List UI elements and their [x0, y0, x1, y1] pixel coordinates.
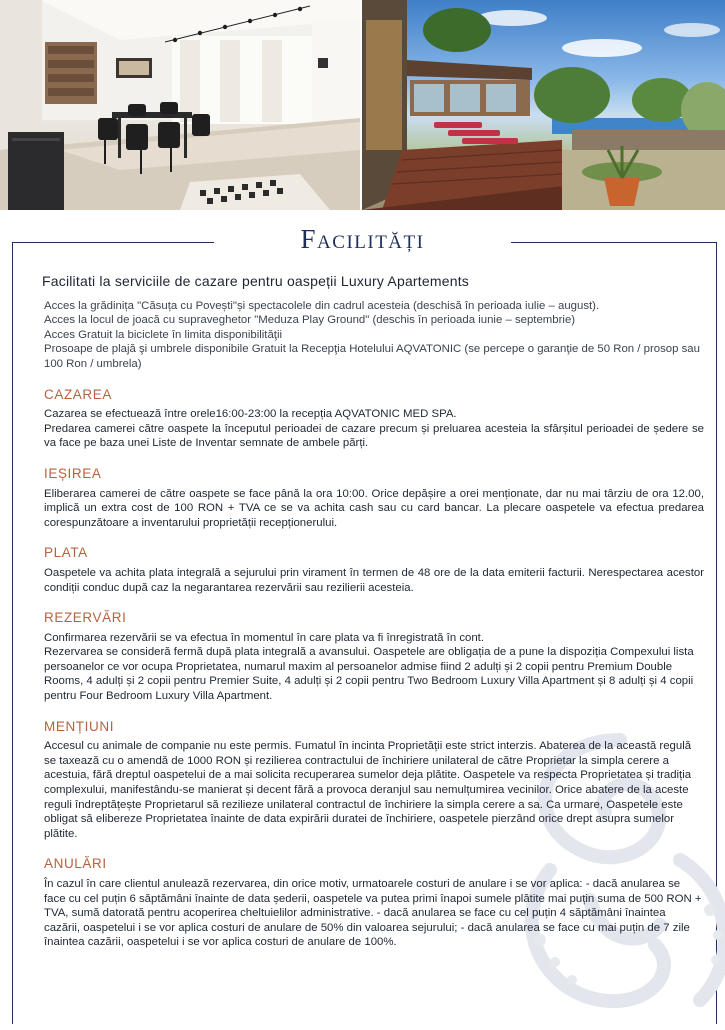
section-title-mentiuni: MENȚIUNI — [44, 718, 115, 734]
terrace-photo — [362, 0, 725, 210]
section-rezervari — [44, 611, 704, 704]
section-text-cazarea: Cazarea se efectuează între orele16:00-23:00 la recepția AQVATONIC MED SPA. Predarea camerei către oaspete la începutul perioadei de cazare precum și preluarea acesteia la sfârșitul perioadei de ședere se va face pe baza unei Liste de Inventar semnate de ambele părți. — [44, 408, 704, 450]
section-plata — [44, 546, 704, 595]
section-title-rezervari: REZERVĂRI — [44, 610, 127, 626]
section-text-mentiuni: Accesul cu animale de companie nu este permis. Fumatul în incinta Proprietății este strict interzis. Abaterea de la această regulă se taxează cu o amendă de 1000 RON și rezilierea contractului de închiriere unilateral de către Proprietar la simpla cerere a acestuia, fără dreptul oaspetelui de a mai solicita recuperarea sumelor deja plătite. Oaspetele va respecta Proprietatea și tradiția complexului, manifestându-se manierat și decent fără a provoca deranjul sau nemulțumirea vecinilor. Orice abatere de la aceste reguli îndreptățește Proprietarul să rezilieze unilateral contractul de închiriere la simpla cerere a sa. Ca urmare, Oaspetele este obligat să elibereze Proprietatea înainte de data expirării duratei de închiriere, oaspetele pierzând orice drept asupra sumelor plătite. — [44, 740, 692, 840]
section-text-rezervari: Confirmarea rezervării se va efectua în momentul în care plata va fi înregistrată în cont. Rezervarea se consideră fermă după plata integrală a avansului. Oaspetele are obligația de a pune la dispoziția Compexului lista persoanelor ce vor ocupa Proprietatea, numarul maxim al persoanelor admise fiind 2 adulți și 2 copii pentru Premium Double Rooms, 4 adulți și 2 copii pentru Premier Suite, 4 adulți și 2 copii pentru Two Bedroom Luxury Villa Apartment și 8 adulți și 4 copii pentru Four Bedroom Luxury Villa Apartment. — [44, 631, 694, 703]
section-text-anulari: În cazul în care clientul anulează rezervarea, din orice motiv, urmatoarele costuri de anulare i se vor aplica: - dacă anularea se face cu cel puțin 6 săptămâni înainte de data șederii, oaspetele va putea primi înapoi sumele plătite mai puțin suma de 500 RON + TVA, sumă datorată pentru acoperirea cheltuielilor administrative. - dacă anularea se face cu cel puțin 4 săptămâni înaintea cazării, oaspetelui i se vor aplica costuri de anulare de 50% din valoarea sejurului; - dacă anularea se face cu mai puțin de 7 zile înaintea cazării, oaspetelui i se vor aplica costuri de anulare de 100%. — [44, 878, 702, 949]
section-mentiuni — [44, 720, 704, 842]
page-title: Facilități — [300, 224, 425, 254]
intro-item-beach-towels: Prosoape de plajă şi umbrele disponibile Gratuit la Recepţia Hotelului AQVATONIC (se percepe o garanţie de 50 Ron / prosop sau 100 Ron / umbrela) — [44, 343, 700, 370]
section-title-anulari: ANULĂRI — [44, 856, 107, 872]
intro-item-kindergarten: Acces la grădinița "Căsuța cu Povești"și spectacolele din cadrul acesteia (deschisă în perioada iulie – august). — [44, 299, 600, 312]
facilities-subheading: Facilitati la serviciile de cazare pentru oaspeții Luxury Apartements — [42, 273, 469, 289]
section-iesirea — [44, 467, 704, 530]
facilities-content — [44, 274, 704, 950]
section-text-iesirea: Eliberarea camerei de către oaspete se face până la ora 10:00. Orice depășire a orei menționate, dar nu mai târziu de ora 12.00, implică un extra cost de 100 RON + TVA ce se va achita cash sau cu card bancar. La plecare oaspetele va efectua predarea corespunzătoare a inventarului proprietății recepționerului. — [44, 487, 704, 529]
section-title-plata: PLATA — [44, 545, 88, 561]
section-cazarea — [44, 388, 704, 451]
intro-item-bicycles: Acces Gratuit la biciclete în limita disponibilităţii — [44, 328, 283, 341]
intro-item-playground: Acces la locul de joacă cu supraveghetor "Meduza Play Ground" (deschis în perioada iunie – septembrie) — [44, 314, 576, 327]
interior-photo — [0, 0, 360, 210]
section-anulari — [44, 857, 704, 950]
section-title-cazarea: CAZAREA — [44, 386, 112, 402]
section-text-plata: Oaspetele va achita plata integrală a sejurului prin virament în termen de 48 ore de la data emiterii facturii. Nerespectarea acestor condiții conduc după caz la negarantarea rezervării sau rezilierii acesteia. — [44, 566, 704, 594]
section-title-iesirea: IEȘIREA — [44, 465, 102, 481]
